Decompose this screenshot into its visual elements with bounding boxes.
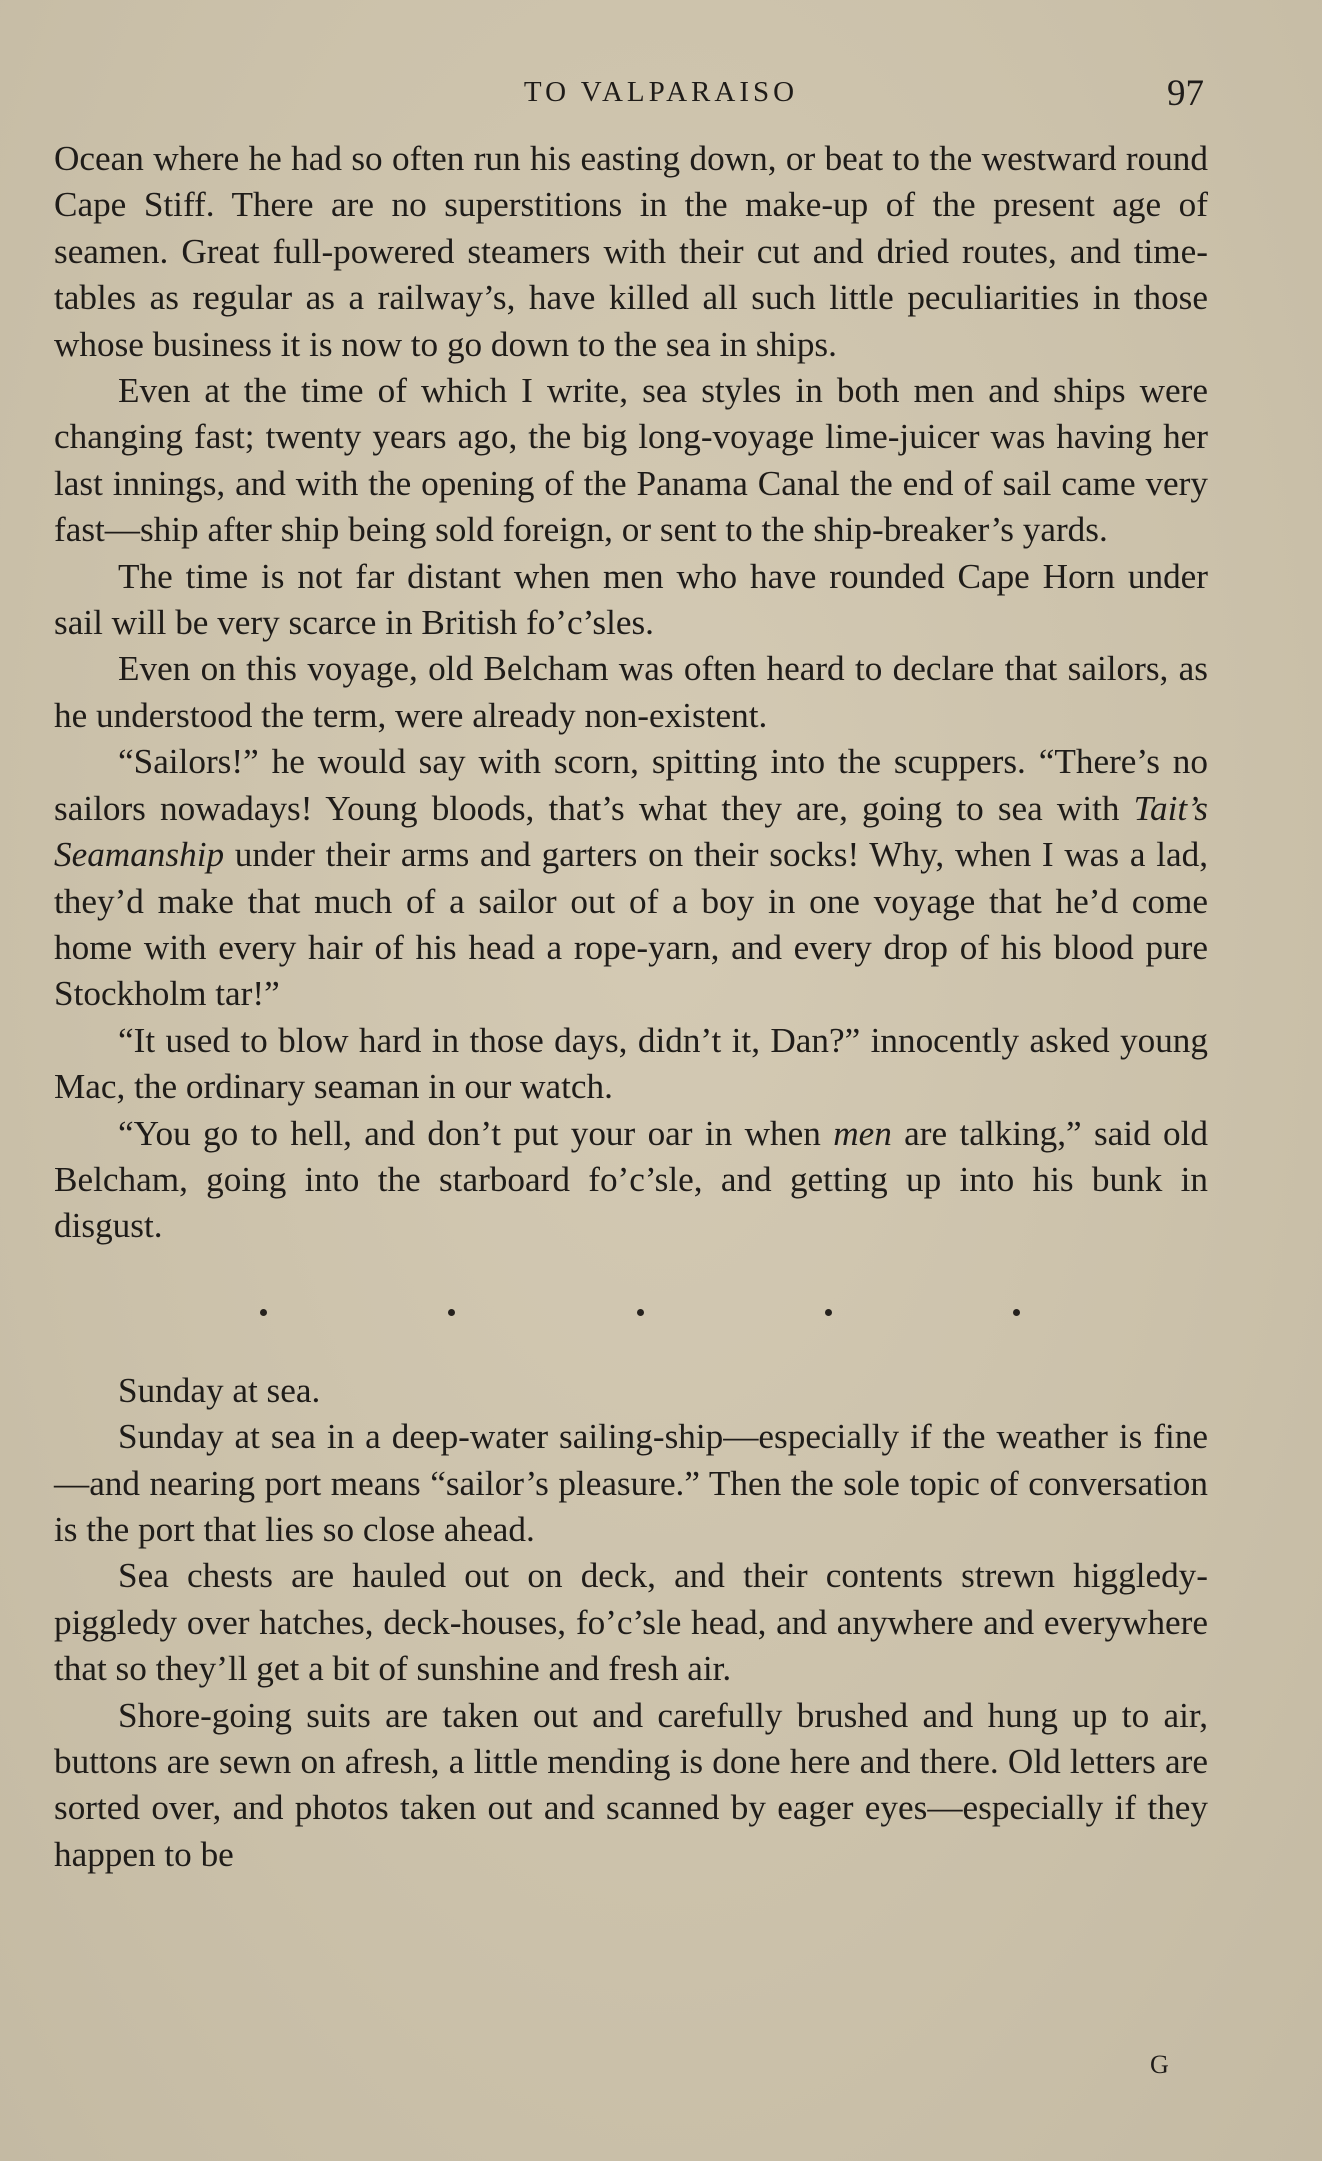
paragraph: Ocean where he had so often run his easting down, or beat to the westward round Cape Stiff. There are no superstitions in the make-up of the present age of seamen. Great full-powered steamers with their cut and dried routes, and time-tables as regular as a railway’s, have killed all such little peculiarities in those whose business it is now to go down to the sea in ships. — [54, 139, 1208, 364]
paragraph: Sunday at sea. — [118, 1370, 321, 1410]
page-number: 97 — [1167, 73, 1204, 114]
quote-text-start: “Sailors!” he would say with scorn, spitting into the scuppers. “There’s no sailors nowadays! Young bloods, that’s what they are, going to sea with — [54, 742, 1208, 828]
quote-text-end: under their arms and garters on their socks! Why, when I was a lad, they’d make that much of a sailor out of a boy in one voyage that he’d come home with every hair of his head a rope-yarn, and every drop of his blood pure Stockholm tar!” — [54, 835, 1208, 1014]
paragraph: Sea chests are hauled out on deck, and their contents strewn higgledy-piggledy over hatches, deck-houses, fo’c’sle head, and anywhere and everywhere that so they’ll get a bit of sunshine and fresh air. — [54, 1556, 1208, 1689]
paragraph: Even at the time of which I write, sea styles in both men and ships were changing fast; twenty years ago, the big long-voyage lime-juicer was having her last innings, and with the opening of the Panama Canal the end of sail came very fast—ship after ship being sold foreign, or sent to the ship-breaker’s yards. — [54, 371, 1208, 550]
quote-paragraph — [54, 739, 1208, 1017]
signature-mark: G — [1150, 2050, 1169, 2079]
paragraph: The time is not far distant when men who have rounded Cape Horn under sail will be very scarce in British fo’c’sles. — [54, 556, 1208, 643]
section-break-dot — [825, 1309, 832, 1316]
paragraph: Even on this voyage, old Belcham was often heard to declare that sailors, as he understood the term, were already non-existent. — [54, 649, 1208, 735]
belcham-text-end: are talking,” said old Belcham, going into the starboard fo’c’sle, and getting up into his bunk in disgust. — [54, 1113, 1208, 1246]
section-break-dot — [1013, 1309, 1020, 1316]
section-spacer — [54, 1338, 1208, 1368]
body-text — [54, 136, 1208, 1878]
section-break-dot — [637, 1309, 644, 1316]
paragraph: Shore-going suits are taken out and carefully brushed and hung up to air, buttons are sewn on afresh, a little mending is done here and there. Old letters are sorted over, and photos taken out and scanned by eager eyes—especially if they happen to be — [54, 1695, 1208, 1874]
page-header — [0, 72, 1322, 122]
belcham-paragraph — [54, 1111, 1208, 1250]
book-title: Tait’s Seamanship — [54, 788, 1208, 875]
paragraph: Sunday at sea in a deep-water sailing-ship—especially if the weather is fine—and nearing port means “sailor’s pleasure.” Then the sole topic of conversation is the port that lies so close ahead. — [54, 1417, 1208, 1549]
running-title: TO VALPARAISO — [523, 76, 799, 108]
paragraph: “It used to blow hard in those days, didn’t it, Dan?” innocently asked young Mac, the ordinary seaman in our watch. — [54, 1020, 1208, 1107]
emphasized-word: men — [833, 1113, 892, 1153]
section-break-dot — [448, 1309, 455, 1316]
section-break — [260, 1288, 1020, 1338]
belcham-text-start: “You go to hell, and don’t put your oar in when — [118, 1113, 834, 1153]
section-break-dot — [260, 1309, 267, 1316]
